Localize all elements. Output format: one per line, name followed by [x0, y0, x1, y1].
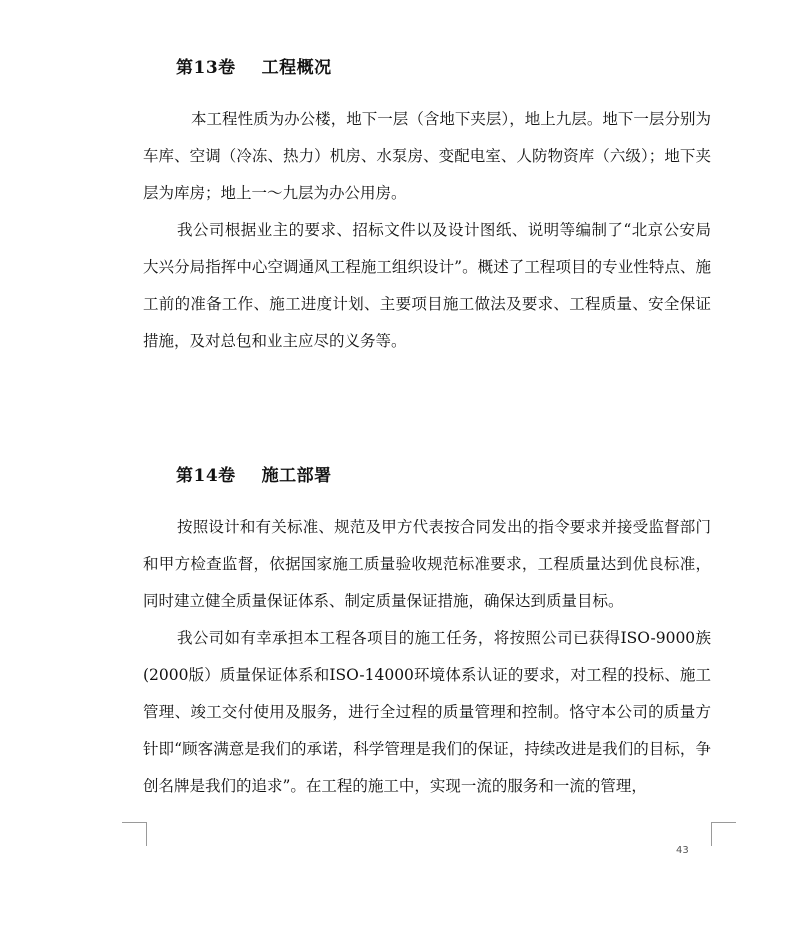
section-title: 工程概况	[261, 58, 332, 78]
page-corner-mark-right	[711, 822, 736, 846]
paragraph: 本工程性质为办公楼，地下一层（含地下夹层），地上九层。地下一层分别为车库、空调（冷冻、热力）机房、水泵房、变配电室、人防物资库（六级）；地下夹层为库房；地上一～九层为办公用房。	[143, 110, 711, 202]
page-number: 43	[676, 845, 689, 856]
section-number: 第13卷	[176, 58, 236, 78]
section-title: 施工部署	[261, 466, 332, 486]
paragraph: 我公司根据业主的要求、招标文件以及设计图纸、说明等编制了“北京公安局大兴分局指挥中心空调通风工程施工组织设计”。概述了工程项目的专业性特点、施工前的准备工作、施工进度计划、主要项目施工做法及要求、工程质量、安全保证措施，及对总包和业主应尽的义务等。	[143, 221, 711, 350]
section-number: 第14卷	[176, 466, 236, 486]
section-heading	[176, 53, 332, 78]
paragraph: 按照设计和有关标准、规范及甲方代表按合同发出的指令要求并接受监督部门和甲方检查监督，依据国家施工质量验收规范标准要求，工程质量达到优良标准，同时建立健全质量保证体系、制定质量保证措施，确保达到质量目标。	[143, 518, 711, 610]
paragraph: 我公司如有幸承担本工程各项目的施工任务，将按照公司已获得ISO-9000族(2000版）质量保证体系和ISO-14000环境体系认证的要求，对工程的投标、施工管理、竣工交付使用及服务，进行全过程的质量管理和控制。恪守本公司的质量方针即“顾客满意是我们的承诺，科学管理是我们的保证，持续改进是我们的目标，争创名牌是我们的追求”。在工程的施工中，实现一流的服务和一流的管理，	[143, 629, 711, 795]
page-corner-mark-left	[122, 822, 147, 846]
section-heading	[176, 461, 332, 486]
